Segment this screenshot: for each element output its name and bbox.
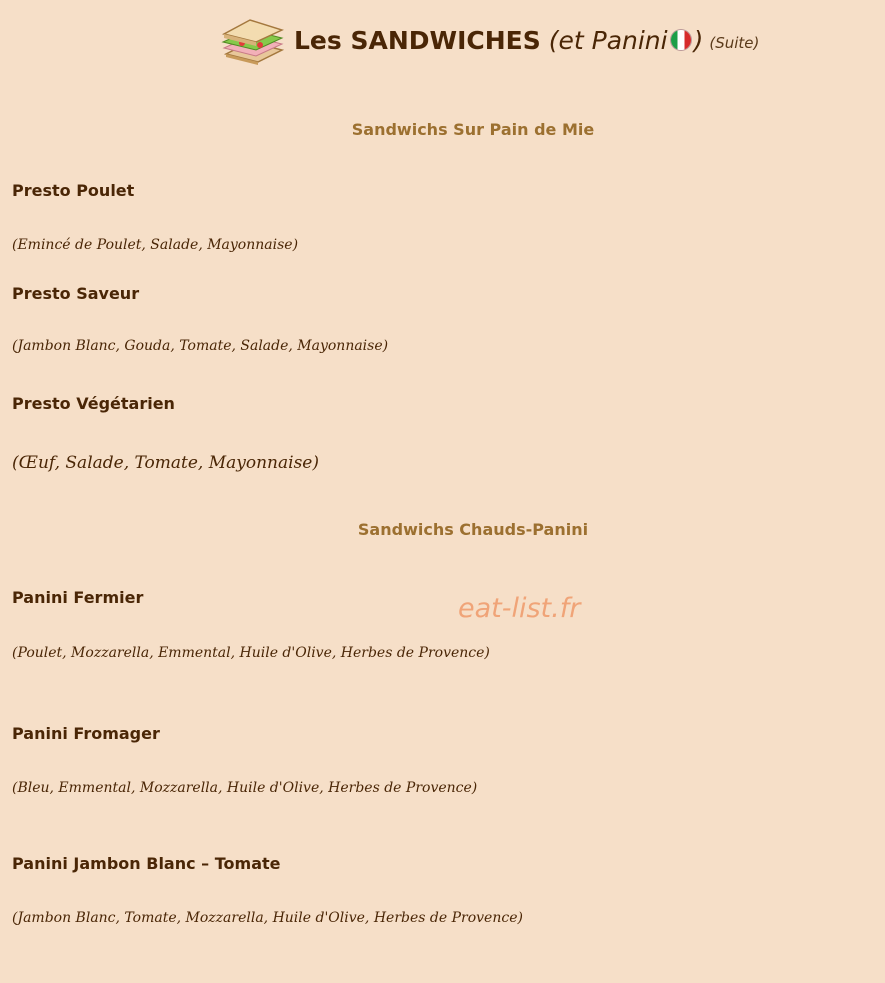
menu-item-description: (Jambon Blanc, Gouda, Tomate, Salade, Mayonnaise) — [12, 338, 389, 354]
menu-item-description: (Jambon Blanc, Tomate, Mozzarella, Huile d'Olive, Herbes de Provence) — [12, 910, 523, 926]
menu-item-name: Presto Végétarien — [12, 394, 175, 413]
suite-label: (Suite) — [709, 34, 760, 52]
menu-item-description: (Bleu, Emmental, Mozzarella, Huile d'Olive, Herbes de Provence) — [12, 780, 478, 796]
menu-item-description: (Œuf, Salade, Tomate, Mayonnaise) — [12, 453, 319, 473]
menu-item-name: Panini Jambon Blanc – Tomate — [12, 854, 281, 873]
section-title-panini: Sandwichs Chauds-Panini — [357, 520, 589, 539]
watermark: eat-list.fr — [458, 593, 581, 624]
menu-item-name: Presto Poulet — [12, 181, 135, 200]
subtitle-close: ) — [693, 25, 704, 55]
section-title-pain-de-mie: Sandwichs Sur Pain de Mie — [351, 120, 595, 139]
menu-item-name: Presto Saveur — [12, 284, 140, 303]
menu-item-name: Panini Fromager — [12, 724, 160, 743]
sandwich-icon — [220, 14, 284, 66]
page-subtitle — [549, 26, 704, 55]
subtitle-text: (et Panini — [548, 25, 668, 55]
page-header — [220, 14, 759, 66]
italy-flag-icon — [671, 30, 691, 50]
menu-item-name: Panini Fermier — [12, 588, 144, 607]
menu-item-description: (Emincé de Poulet, Salade, Mayonnaise) — [12, 237, 299, 253]
page-title: Les SANDWICHES — [294, 25, 541, 55]
menu-item-description: (Poulet, Mozzarella, Emmental, Huile d'Olive, Herbes de Provence) — [12, 645, 490, 661]
